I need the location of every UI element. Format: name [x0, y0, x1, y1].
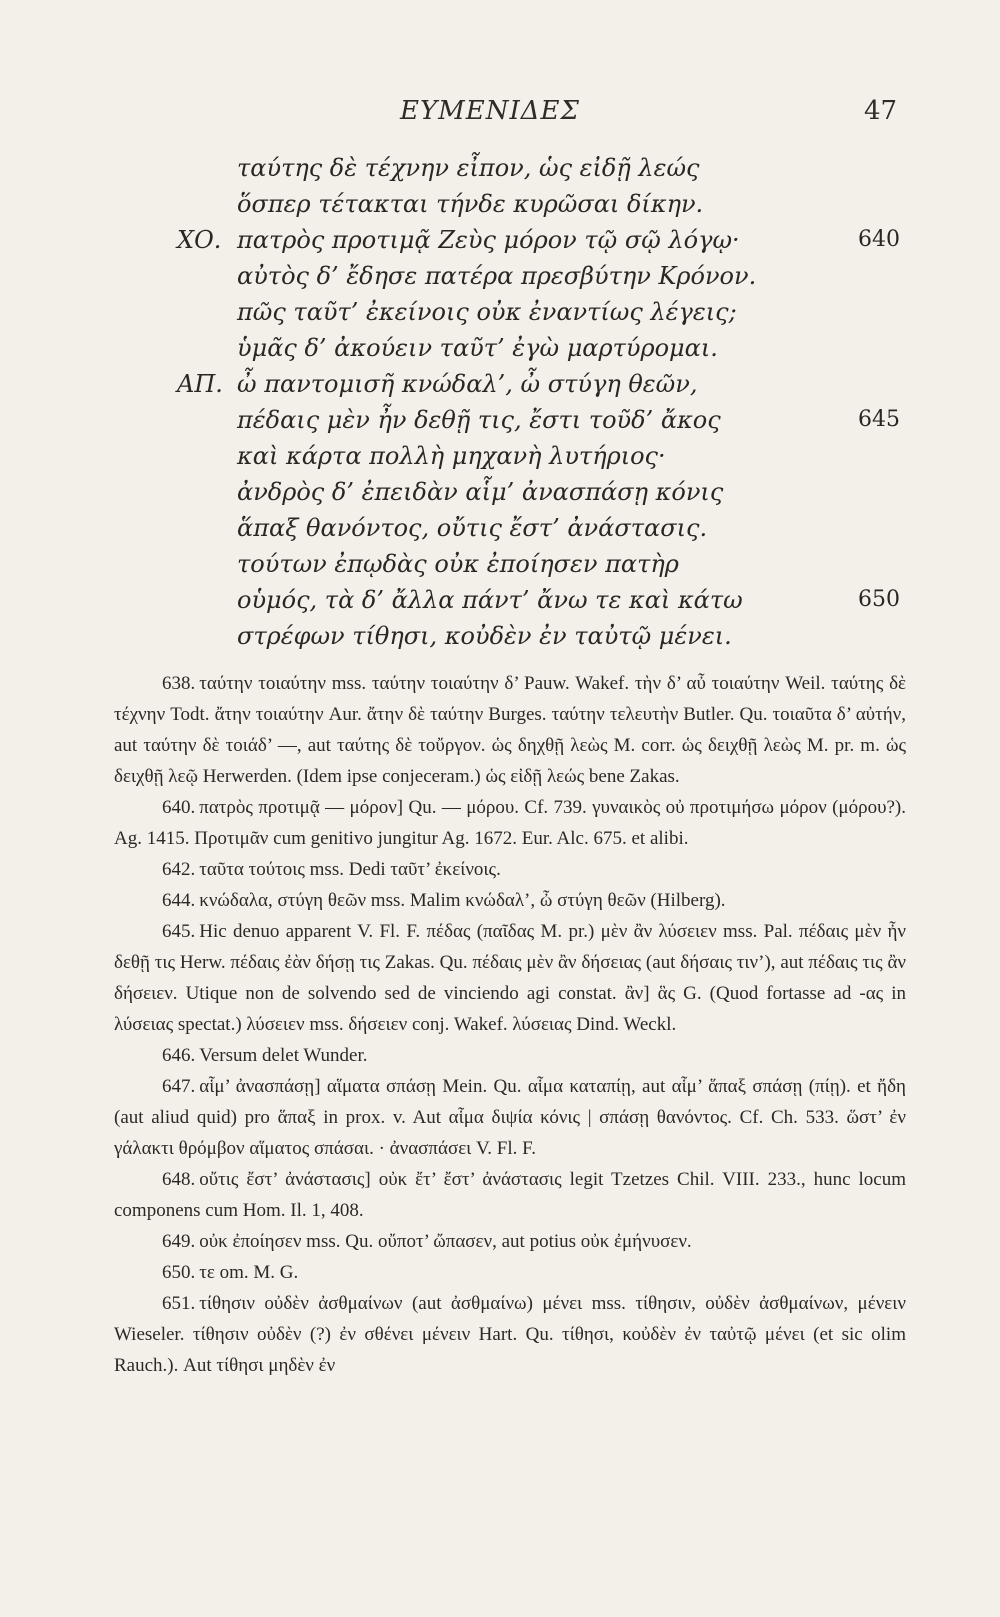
verse-text: οὑμός, τὰ δ’ ἄλλα πάντ’ ἄνω τε καὶ κάτω	[237, 586, 743, 614]
verse-line	[0, 222, 1000, 258]
note-text: Hic denuo apparent V. Fl. F. πέδας (παῖδας M. pr.) μὲν ἂν λύσειεν mss. Pal. πέδαις μὲν ἦν δεθῇ τις Herw. πέδαις ἐὰν δήσῃ τις Zakas. Qu. πέδαις μὲν ἂν δήσειας (aut δήσαις τιν’), aut πέδαις τις ἂν δήσειεν. Utique non de solvendo sed de vinciendo agi constat. ἂν] ἃς G. (Quod fortasse ad -ας in λύσειας spectat.) λύσειεν mss. δήσειεν conj. Wakef. λύσειας Dind. Weckl.	[114, 921, 906, 1035]
apparatus-note	[114, 1040, 906, 1071]
verse-line	[0, 546, 1000, 582]
apparatus-note	[114, 1226, 906, 1257]
apparatus-note	[114, 792, 906, 854]
verse-text: ταύτης δὲ τέχνην εἶπον, ὡς εἰδῇ λεώς	[237, 154, 700, 182]
critical-apparatus	[114, 668, 906, 1381]
verse-text: ἀνδρὸς δ’ ἐπειδὰν αἷμ’ ἀνασπάσῃ κόνις	[237, 478, 724, 506]
verse-line	[0, 330, 1000, 366]
verse-line	[0, 186, 1000, 222]
verse-text: στρέφων τίθησι, κοὐδὲν ἐν ταὐτῷ μένει.	[237, 622, 732, 650]
verse-line	[0, 618, 1000, 654]
note-text: οὐκ ἐποίησεν mss. Qu. οὔποτ’ ὤπασεν, aut potius οὐκ ἐμήνυσεν.	[199, 1231, 692, 1252]
note-line-ref: 648.	[162, 1169, 196, 1190]
note-text: τε om. M. G.	[199, 1262, 299, 1283]
note-line-ref: 642.	[162, 859, 196, 880]
verse-line	[0, 258, 1000, 294]
verse-line	[0, 150, 1000, 186]
verse-line	[0, 510, 1000, 546]
note-text: οὔτις ἔστ’ ἀνάστασις] οὐκ ἔτ’ ἔστ’ ἀνάστασις legit Tzetzes Chil. VIII. 233., hunc locum componens cum Hom. Il. 1, 408.	[114, 1169, 906, 1221]
verse-text: ὑμᾶς δ’ ἀκούειν ταῦτ’ ἐγὼ μαρτύρομαι.	[237, 334, 718, 362]
note-text: κνώδαλα, στύγη θεῶν mss. Malim κνώδαλ’, ὦ στύγη θεῶν (Hilberg).	[199, 890, 726, 911]
page-number: 47	[864, 96, 898, 126]
verse-line	[0, 402, 1000, 438]
note-line-ref: 650.	[162, 1262, 196, 1283]
note-text: πατρὸς προτιμᾷ — μόρον] Qu. — μόρου. Cf. 739. γυναικὸς οὐ προτιμήσω μόρον (μόρου?). Ag. 1415. Προτιμᾶν cum genitivo jungitur Ag. 1672. Eur. Alc. 675. et alibi.	[114, 797, 906, 849]
apparatus-note	[114, 668, 906, 792]
verse-text: πῶς ταῦτ’ ἐκείνοις οὐκ ἐναντίως λέγεις;	[237, 298, 737, 326]
apparatus-note	[114, 1164, 906, 1226]
verse-line	[0, 474, 1000, 510]
verse-line	[0, 366, 1000, 402]
verse-text: πέδαις μὲν ἦν δεθῇ τις, ἔστι τοῦδ’ ἄκος	[237, 406, 721, 434]
note-line-ref: 638.	[162, 673, 196, 694]
verse-text: ὦ παντομισῆ κνώδαλ’, ὦ στύγη θεῶν,	[237, 370, 698, 398]
verse-text: ὅσπερ τέτακται τήνδε κυρῶσαι δίκην.	[237, 190, 704, 218]
speaker-label: ΧΟ.	[177, 226, 222, 254]
verse-line	[0, 294, 1000, 330]
apparatus-note	[114, 885, 906, 916]
line-number: 640	[858, 227, 900, 252]
speaker-label: ΑΠ.	[177, 370, 223, 398]
apparatus-note	[114, 1071, 906, 1164]
verse-line	[0, 582, 1000, 618]
verse-text: πατρὸς προτιμᾷ Ζεὺς μόρον τῷ σῷ λόγῳ·	[237, 226, 740, 254]
note-line-ref: 651.	[162, 1293, 196, 1314]
apparatus-note	[114, 1257, 906, 1288]
verse-block	[0, 150, 1000, 654]
verse-text: καὶ κάρτα πολλὴ μηχανὴ λυτήριος·	[237, 442, 666, 470]
note-text: ταύτην τοιαύτην mss. ταύτην τοιαύτην δ’ Pauw. Wakef. τὴν δ’ αὖ τοιαύτην Weil. ταύτης δὲ τέχνην Todt. ἄτην τοιαύτην Aur. ἄτην δὲ ταύτην Burges. ταύτην τελευτὴν Butler. Qu. τοιαῦτα δ’ αὐτήν, aut ταύτην δὲ τοιάδ’ —, aut ταύτης δὲ τοὔργον. ὡς δηχθῇ λεὼς M. corr. ὡς δειχθῇ λεὼς M. pr. m. ὡς δειχθῇ λεῷ Herwerden. (Idem ipse conjeceram.) ὡς εἰδῇ λεώς bene Zakas.	[114, 673, 906, 787]
note-text: ταῦτα τούτοις mss. Dedi ταῦτ’ ἐκείνοις.	[199, 859, 501, 880]
note-text: τίθησιν οὐδὲν ἀσθμαίνων (aut ἀσθμαίνω) μένει mss. τίθησιν, οὐδὲν ἀσθμαίνων, μένειν Wieseler. τίθησιν οὐδὲν (?) ἐν σθένει μένειν Hart. Qu. τίθησι, κοὐδὲν ἐν ταὐτῷ μένει (et sic olim Rauch.). Aut τίθησι μηδὲν ἐν	[114, 1293, 906, 1376]
note-line-ref: 640.	[162, 797, 196, 818]
note-text: αἷμ’ ἀνασπάσῃ] αἵματα σπάσῃ Mein. Qu. αἷμα καταπίῃ, aut αἷμ’ ἅπαξ σπάσῃ (πίῃ). et ἤδη (aut aliud quid) pro ἅπαξ in prox. v. Aut αἷμα διψία κόνις | σπάσῃ θανόντος. Cf. Ch. 533. ὥστ’ ἐν γάλακτι θρόμβον αἵματος σπάσαι. · ἀνασπάσει V. Fl. F.	[114, 1076, 906, 1159]
note-line-ref: 649.	[162, 1231, 196, 1252]
note-text: Versum delet Wunder.	[199, 1045, 368, 1066]
note-line-ref: 645.	[162, 921, 196, 942]
note-line-ref: 644.	[162, 890, 196, 911]
apparatus-note	[114, 1288, 906, 1381]
apparatus-note	[114, 916, 906, 1040]
note-line-ref: 646.	[162, 1045, 196, 1066]
running-title: ΕΥΜΕΝΙΔΕΣ	[400, 96, 580, 126]
note-line-ref: 647.	[162, 1076, 196, 1097]
line-number: 645	[858, 407, 900, 432]
verse-text: αὐτὸς δ’ ἔδησε πατέρα πρεσβύτην Κρόνον.	[237, 262, 757, 290]
verse-text: ἅπαξ θανόντος, οὔτις ἔστ’ ἀνάστασις.	[237, 514, 708, 542]
apparatus-note	[114, 854, 906, 885]
verse-text: τούτων ἐπῳδὰς οὐκ ἐποίησεν πατὴρ	[237, 550, 679, 578]
line-number: 650	[858, 587, 900, 612]
verse-line	[0, 438, 1000, 474]
